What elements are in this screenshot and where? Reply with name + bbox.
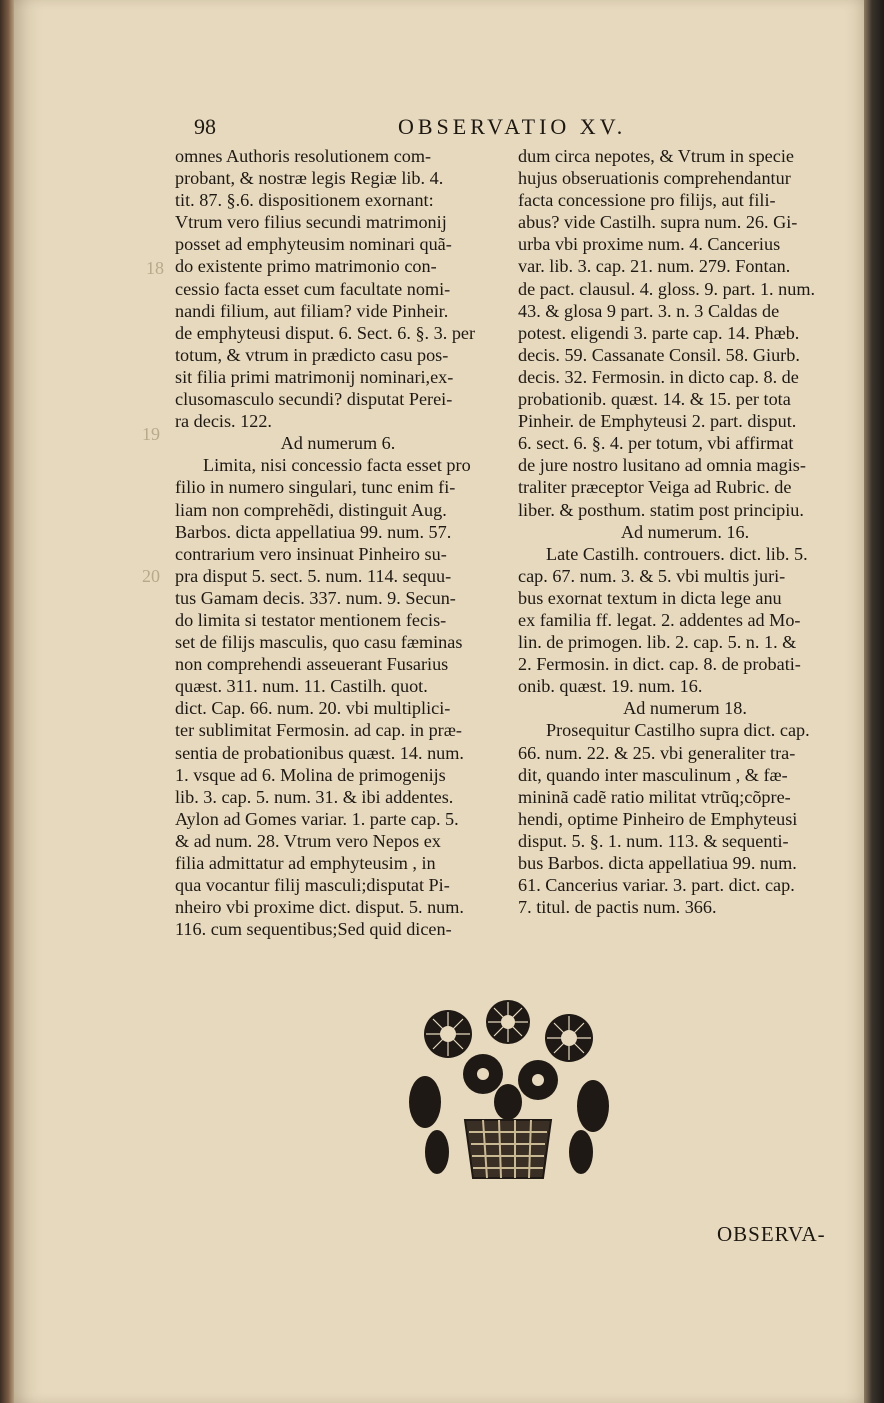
text-line: set de filijs masculis, quo casu fæminas <box>175 632 463 653</box>
text-line: Prosequitur Castilho supra dict. cap. <box>546 720 810 741</box>
text-line: probationib. quæst. 14. & 15. per tota <box>518 389 791 410</box>
text-line: 2. Fermosin. in dict. cap. 8. de probati- <box>518 654 801 675</box>
catchword: OBSERVA- <box>717 1222 826 1246</box>
flower-basket-ornament <box>403 992 613 1184</box>
text-line: dit, quando inter masculinum , & fæ- <box>518 764 788 785</box>
margin-number: 19 <box>142 424 160 444</box>
text-line: potest. eligendi 3. parte cap. 14. Phæb. <box>518 322 800 343</box>
text-line: Pinheir. de Emphyteusi 2. part. disput. <box>518 411 797 432</box>
text-line: ter sublimitat Fermosin. ad cap. in præ- <box>175 720 462 741</box>
text-line: de emphyteusi disput. 6. Sect. 6. §. 3. per <box>175 322 476 343</box>
text-line: Late Castilh. controuers. dict. lib. 5. <box>546 543 808 564</box>
text-line: cessio facta esset cum facultate nomi- <box>175 278 451 299</box>
text-line: sit filia primi matrimonij nominari,ex- <box>175 366 454 387</box>
text-line: onib. quæst. 19. num. 16. <box>518 676 703 697</box>
margin-number: 18 <box>146 258 164 278</box>
text-line: pra disput 5. sect. 5. num. 114. sequu- <box>175 565 452 586</box>
text-line: probant, & nostræ legis Regiæ lib. 4. <box>175 168 444 189</box>
text-line: liber. & posthum. statim post principiu. <box>518 499 804 520</box>
text-line: dict. Cap. 66. num. 20. vbi multiplici- <box>175 698 451 719</box>
text-line: filio in numero singulari, tunc enim fi- <box>175 477 456 498</box>
text-line: 1. vsque ad 6. Molina de primogenijs <box>175 764 446 785</box>
text-line: do existente primo matrimonio con- <box>175 256 437 277</box>
text-line: de pact. clausul. 4. gloss. 9. part. 1. num. <box>518 278 816 299</box>
text-line: mininã cadẽ ratio militat vtrũq;cõpre- <box>518 786 791 807</box>
text-line: ra decis. 122. <box>175 411 272 432</box>
text-line: totum, & vtrum in prædicto casu pos- <box>175 344 449 365</box>
text-line: omnes Authoris resolutionem com- <box>175 146 432 166</box>
text-line: non comprehendi asseuerant Fusarius <box>175 654 449 675</box>
text-line: Ad numerum 6. <box>280 433 396 454</box>
text-line: lib. 3. cap. 5. num. 31. & ibi addentes. <box>175 786 454 807</box>
text-line: liam non comprehẽdi, distinguit Aug. <box>175 499 447 520</box>
text-line: traliter præceptor Veiga ad Rubric. de <box>518 477 792 498</box>
text-line: abus? vide Castilh. supra num. 26. Gi- <box>518 212 798 233</box>
text-line: urba vbi proxime num. 4. Cancerius <box>518 234 781 255</box>
margin-number: 20 <box>142 566 160 586</box>
text-line: contrarium vero insinuat Pinheiro su- <box>175 543 447 564</box>
page-number: 98 <box>194 114 216 139</box>
text-line: lin. de primogen. lib. 2. cap. 5. n. 1. & <box>518 632 797 653</box>
text-line: Limita, nisi concessio facta esset pro <box>203 455 471 476</box>
text-line: Barbos. dicta appellatiua 99. num. 57. <box>175 521 452 542</box>
text-line: qua vocantur filij masculi;disputat Pi- <box>175 875 450 896</box>
text-line: decis. 59. Cassanate Consil. 58. Giurb. <box>518 344 800 365</box>
text-line: ex familia ff. legat. 2. addentes ad Mo- <box>518 609 801 630</box>
text-line: 116. cum sequentibus;Sed quid dicen- <box>175 919 452 940</box>
text-line: tit. 87. §.6. dispositionem exornant: <box>175 190 434 211</box>
text-line: do limita si testator mentionem fecis- <box>175 609 447 630</box>
text-line: posset ad emphyteusim nominari quã- <box>175 234 452 255</box>
text-line: 6. sect. 6. §. 4. per totum, vbi affirmat <box>518 433 794 454</box>
text-line: dum circa nepotes, & Vtrum in specie <box>518 146 794 166</box>
text-line: cap. 67. num. 3. & 5. vbi multis juri- <box>518 565 786 586</box>
text-line: nheiro vbi proxime dict. disput. 5. num. <box>175 897 464 918</box>
text-line: 66. num. 22. & 25. vbi generaliter tra- <box>518 742 796 763</box>
text-line: bus Barbos. dicta appellatiua 99. num. <box>518 853 797 873</box>
right-text-column <box>518 145 852 918</box>
text-line: Ad numerum 18. <box>623 698 747 719</box>
text-line: var. lib. 3. cap. 21. num. 279. Fontan. <box>518 256 791 277</box>
text-line: bus exornat textum in dicta lege anu <box>518 587 782 608</box>
text-line: nandi filium, aut filiam? vide Pinheir. <box>175 300 449 321</box>
text-line: de jure nostro lusitano ad omnia magis- <box>518 455 806 476</box>
text-line: quæst. 311. num. 11. Castilh. quot. <box>175 676 428 697</box>
text-line: clusomasculo secundi? disputat Perei- <box>175 389 453 410</box>
left-text-column <box>175 145 501 940</box>
text-line: 7. titul. de pactis num. 366. <box>518 897 717 918</box>
text-line: disput. 5. §. 1. num. 113. & sequenti- <box>518 830 789 851</box>
page-edge <box>864 0 884 1403</box>
text-line: filia admittatur ad emphyteusim , in <box>175 853 436 873</box>
text-line: 61. Cancerius variar. 3. part. dict. cap. <box>518 875 795 896</box>
text-line: facta concessione pro filijs, aut fili- <box>518 190 776 211</box>
text-line: decis. 32. Fermosin. in dicto cap. 8. de <box>518 366 799 387</box>
text-line: tus Gamam decis. 337. num. 9. Secun- <box>175 587 456 608</box>
text-line: Vtrum vero filius secundi matrimonij <box>175 212 447 233</box>
text-line: Aylon ad Gomes variar. 1. parte cap. 5. <box>175 808 459 829</box>
binding-edge <box>0 0 14 1403</box>
text-line: sentia de probationibus quæst. 14. num. <box>175 742 464 763</box>
text-line: & ad num. 28. Vtrum vero Nepos ex <box>175 830 441 851</box>
text-line: 43. & glosa 9 part. 3. n. 3 Caldas de <box>518 300 780 321</box>
running-title: OBSERVATIO XV. <box>398 114 627 139</box>
text-line: Ad numerum. 16. <box>620 521 750 542</box>
text-line: hendi, optime Pinheiro de Emphyteusi <box>518 808 798 829</box>
running-head <box>184 114 704 142</box>
text-line: hujus obseruationis comprehendantur <box>518 168 791 189</box>
